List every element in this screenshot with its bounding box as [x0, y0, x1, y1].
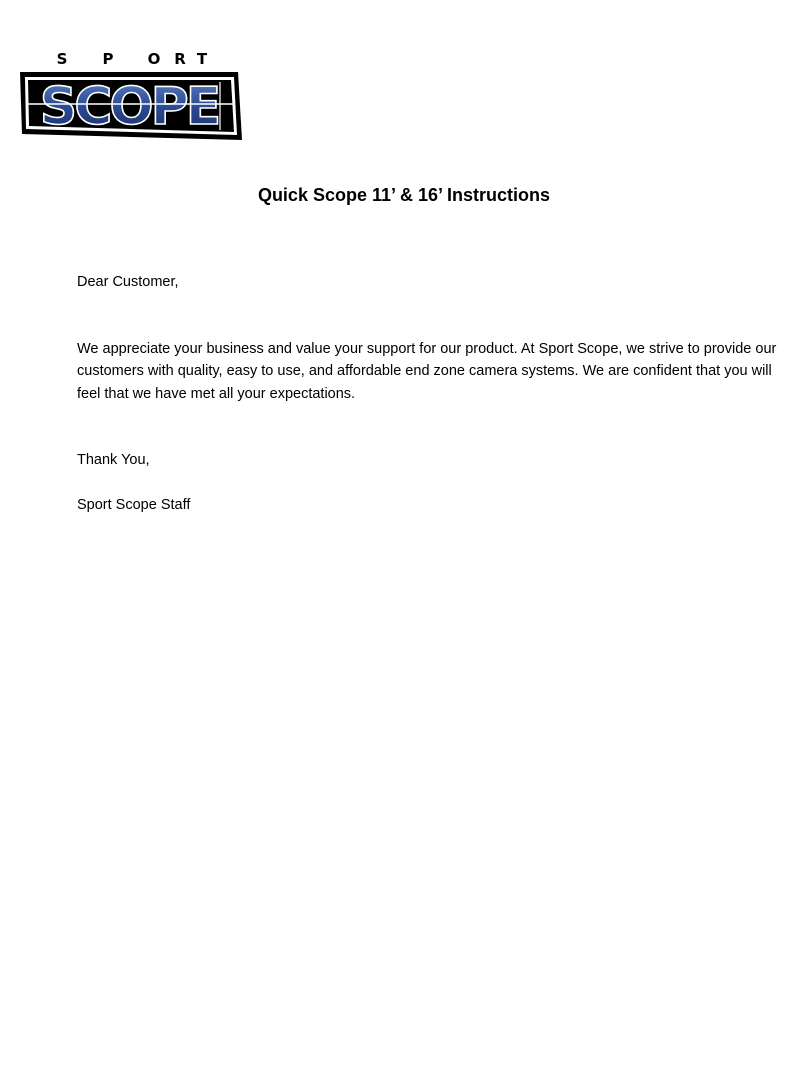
document-title: Quick Scope 11’ & 16’ Instructions — [257, 185, 551, 205]
signature: Sport Scope Staff — [77, 497, 191, 513]
body-paragraph: We appreciate your business and value your support for our product. At Sport Scope, we strive to provide our customers with quality, easy to use, and affordable end zone camera systems. We are confident that you will feel that we have met all your expectations. — [77, 341, 777, 402]
closing: Thank You, — [77, 452, 150, 468]
svg-text:R: R — [174, 50, 186, 68]
svg-text:T: T — [196, 50, 208, 68]
svg-text:SCOPE: SCOPE — [39, 77, 219, 137]
svg-text:S: S — [56, 50, 68, 68]
sport-scope-logo-graphic — [16, 48, 246, 142]
sport-scope-logo — [16, 48, 246, 142]
svg-text:O: O — [147, 50, 161, 68]
svg-text:P: P — [102, 50, 114, 68]
greeting: Dear Customer, — [77, 274, 179, 290]
